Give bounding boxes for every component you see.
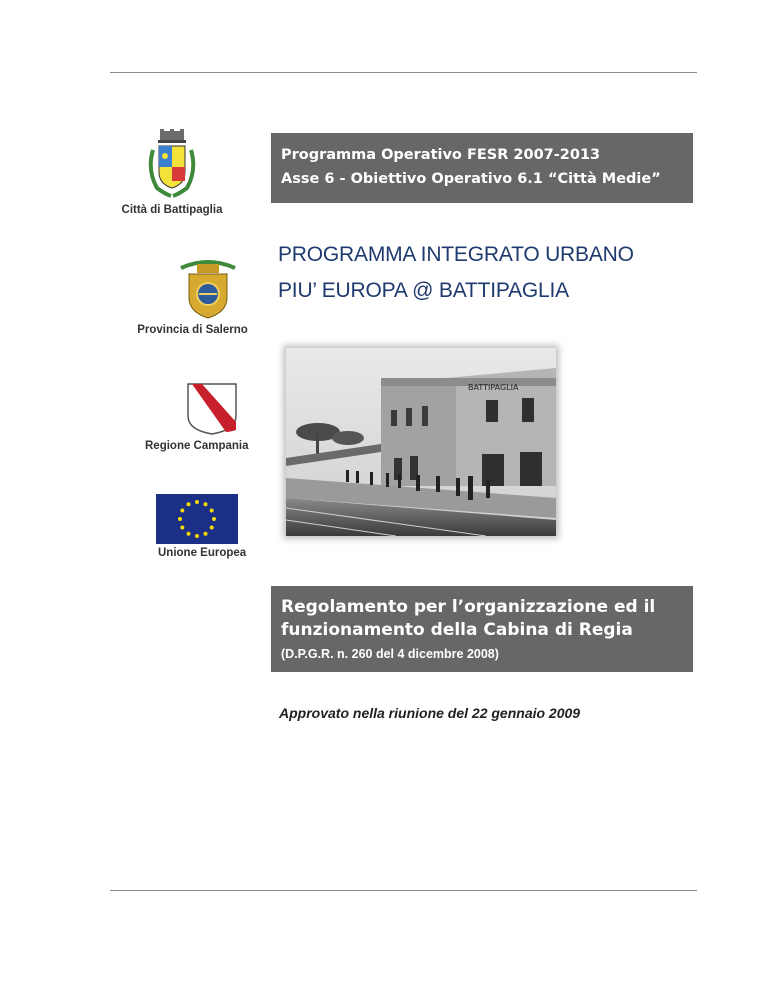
salerno-caption: Provincia di Salerno: [137, 324, 248, 336]
program-banner-line2: Asse 6 - Obiettivo Operativo 6.1 “Città Medie”: [281, 171, 661, 187]
battipaglia-caption: Città di Battipaglia: [121, 204, 223, 216]
salerno-crest-icon: [177, 258, 239, 320]
regulation-title-line1: Regolamento per l’organizzazione ed il: [281, 597, 656, 617]
campania-caption: Regione Campania: [145, 440, 249, 452]
eu-logo-block: [140, 494, 247, 559]
top-rule: [110, 72, 697, 73]
station-photo-image: [286, 348, 556, 536]
station-photo: [286, 348, 556, 536]
main-title-line1: PROGRAMMA INTEGRATO URBANO: [278, 243, 634, 266]
battipaglia-logo-block: [107, 128, 237, 216]
eu-caption: Unione Europea: [158, 547, 247, 559]
campania-logo-block: [130, 382, 249, 452]
main-title-line2: PIU’ EUROPA @ BATTIPAGLIA: [278, 279, 569, 302]
program-banner: [271, 133, 693, 203]
regulation-reference: (D.P.G.R. n. 260 del 4 dicembre 2008): [281, 647, 499, 661]
approval-note: Approvato nella riunione del 22 gennaio 2009: [279, 705, 581, 721]
campania-shield-icon: [186, 382, 238, 436]
regulation-title-line2: funzionamento della Cabina di Regia: [281, 620, 633, 640]
program-banner-line1: Programma Operativo FESR 2007-2013: [281, 147, 601, 163]
eu-flag-icon: [156, 494, 238, 544]
salerno-logo-block: [125, 258, 250, 336]
regulation-banner: [271, 586, 693, 672]
station-sign: BATTIPAGLIA: [468, 383, 519, 392]
battipaglia-crest-icon: [145, 128, 199, 200]
bottom-rule: [110, 890, 697, 891]
